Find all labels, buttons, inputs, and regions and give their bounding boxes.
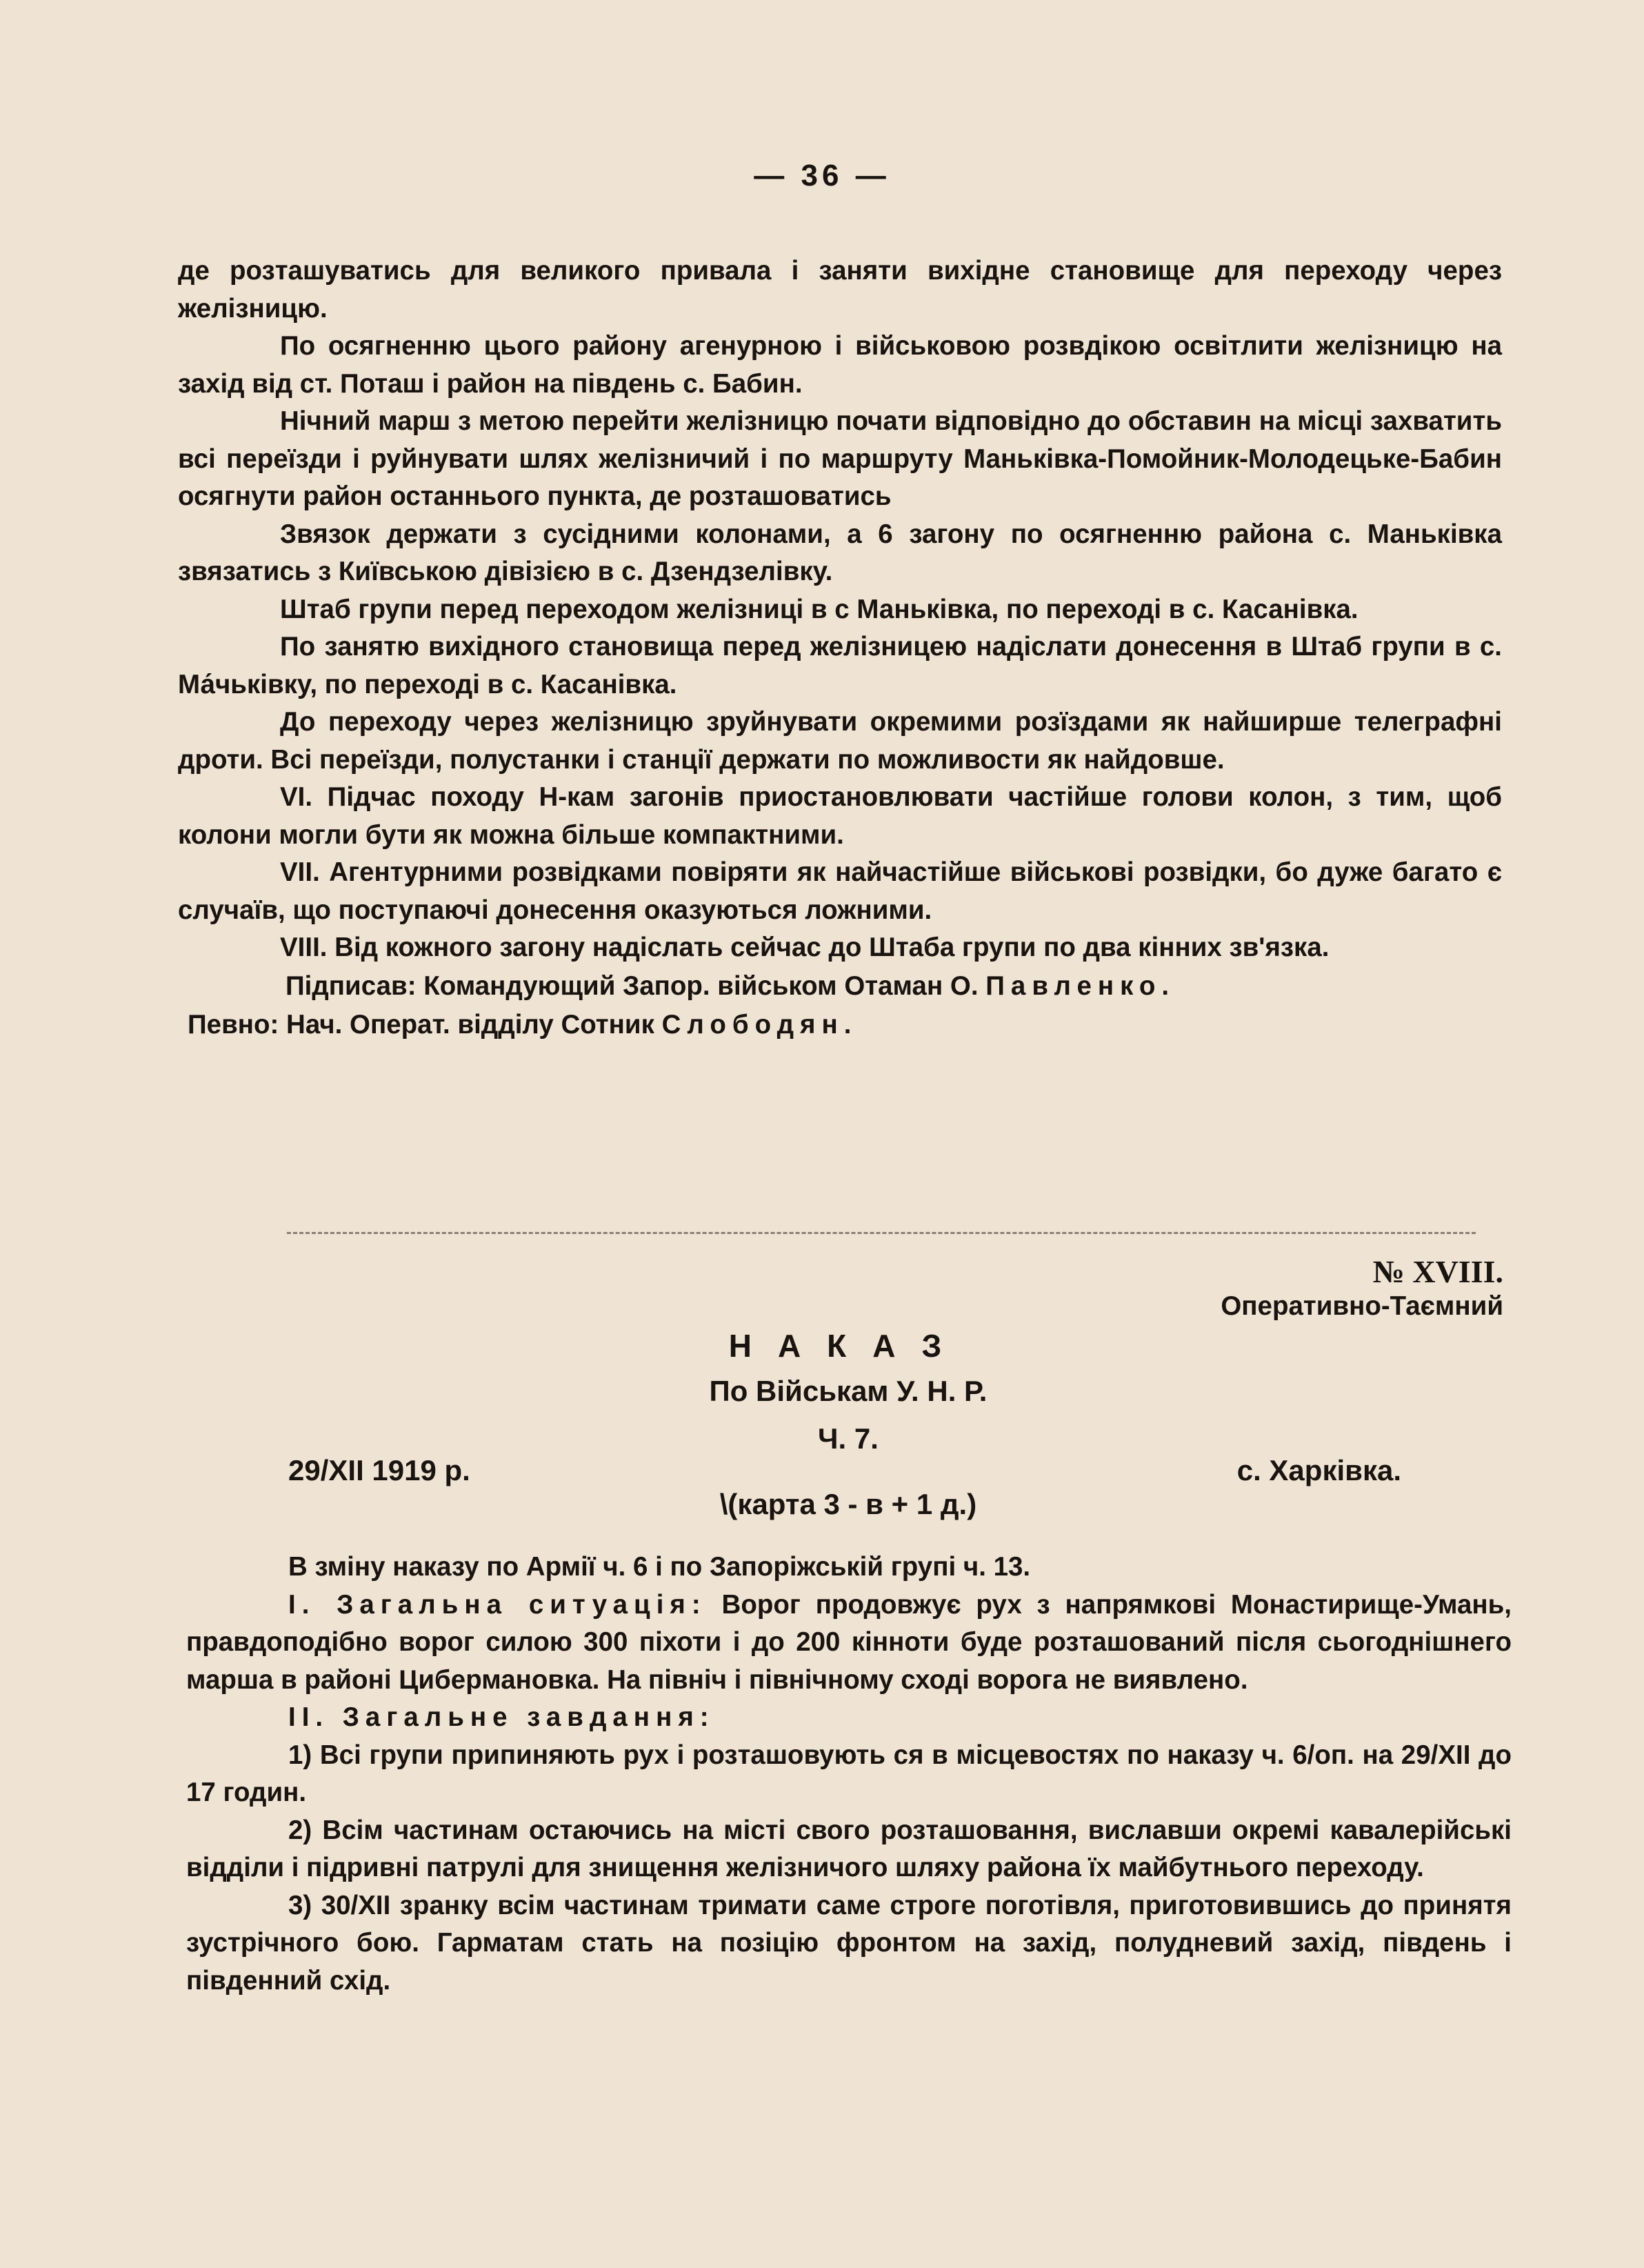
paragraph-section-viii: VIII. Від кожного загону надіслать сейчас до Штаба групи по два кінних зв'язка.	[280, 933, 1330, 962]
section-text: Ворог продовжує рух з напрямкові Монастирище-Умань, правдоподібно ворог силою 300 піхоти і до 200 кінноти буде розташований після сьогоднішнего марша в районі Цибермановка. На північ і північному сході ворога не виявлено.	[186, 1589, 1512, 1695]
signature-line-commander	[178, 967, 1502, 1006]
paragraph: По осягненню цього району агенурною і військовою розвдікою освітлити желізницю на захід від ст. Поташ і район на південь с. Бабин.	[178, 331, 1502, 399]
signature-prefix: Підписав: Командующий Запор. військом Отаман О.	[285, 971, 979, 1001]
order-subtitle: По Військам У. Н. Р.	[709, 1375, 988, 1407]
paragraph: В зміну наказу по Армії ч. 6 і по Запоріжській групі ч. 13.	[288, 1552, 1031, 1582]
signature-name: Павленко.	[985, 971, 1176, 1001]
order-place: с. Харківка.	[1236, 1454, 1401, 1486]
section-heading: II. Загальне завдання:	[288, 1702, 715, 1732]
paragraph-task-1: 1) Всі групи припиняють рух і розташовують ся в місцевостях по наказу ч. 6/оп. на 29/XII до 17 годин.	[186, 1740, 1512, 1807]
paragraph-task-3: 3) 30/XII зранку всім частинам тримати саме строге поготівля, приготовившись до принятя зустрічного бою. Гарматам стать на позіцію фронтом на захід, полудневий захід, південь і південний схід.	[186, 1890, 1512, 1996]
map-reference: \(карта 3 - в + 1 д.)	[719, 1488, 977, 1520]
signature-prefix: Певно: Нач. Операт. відділу Сотник	[188, 1009, 654, 1040]
paragraph: Штаб групи перед переходом желізниці в с Маньківка, по переході в с. Касанівка.	[280, 594, 1359, 624]
paragraph: По занятю вихідного становища перед желізницею надіслати донесення в Штаб групи в с. Ма́чьківку, по переході в с. Касанівка.	[178, 632, 1502, 699]
order-continuation-text	[178, 252, 1502, 1044]
page-number: — 36 —	[754, 159, 890, 192]
paragraph: Звязок держати з сусідними колонами, а 6 загону по осягненню района с. Маньківка звязатись з Київською дівізією в с. Дзендзелівку.	[178, 519, 1502, 586]
section-divider	[287, 1232, 1476, 1234]
order-date: 29/XII 1919 р.	[288, 1454, 470, 1486]
order-number: № XVIII.	[1372, 1254, 1503, 1289]
paragraph-section-vi: VI. Підчас походу Н-кам загонів приостановлювати частійше голови колон, з тим, щоб колони могли бути як можна більше компактними.	[178, 782, 1502, 850]
paragraph-task-2: 2) Всім частинам остаючись на місті свого розташовання, виславши окремі кавалерійські відділи і підривні патрулі для знищення желізничого шляху района їх майбутнього переходу.	[186, 1815, 1512, 1882]
paragraph-general-situation	[186, 1586, 1512, 1700]
order-part: Ч. 7.	[818, 1422, 879, 1455]
order-title: НАКАЗ	[728, 1328, 968, 1364]
paragraph: Нічний марш з метою перейти желізницю почати відповідно до обставин на місці захватить всі переїзди і руйнувати шлях желізничий і по маршруту Маньківка-Помойник-Молодецьке-Бабин осягнути район останнього пункта, де розташоватись	[178, 406, 1502, 511]
paragraph-section-vii: VII. Агентурними розвідками повіряти як найчастійше військові розвідки, бо дуже багато є случаїв, що поступаючі донесення оказуються ложними.	[178, 857, 1502, 925]
order-body-text	[186, 1549, 1512, 2000]
signature-line-chief	[178, 1006, 1502, 1044]
paragraph: До переходу через желізницю зруйнувати окремими розїздами як найширше телеграфні дроти. Всі переїзди, полустанки і станції держати по можливости як найдовше.	[178, 707, 1502, 775]
paragraph-general-task	[186, 1699, 1512, 1737]
signature-name: Слободян.	[661, 1009, 858, 1040]
section-heading: I. Загальна ситуація:	[288, 1589, 707, 1620]
order-classification: Оперативно-Таємний	[1221, 1291, 1503, 1321]
paragraph: де розташуватись для великого привала і заняти вихідне становище для переходу через желізницю.	[178, 256, 1502, 324]
